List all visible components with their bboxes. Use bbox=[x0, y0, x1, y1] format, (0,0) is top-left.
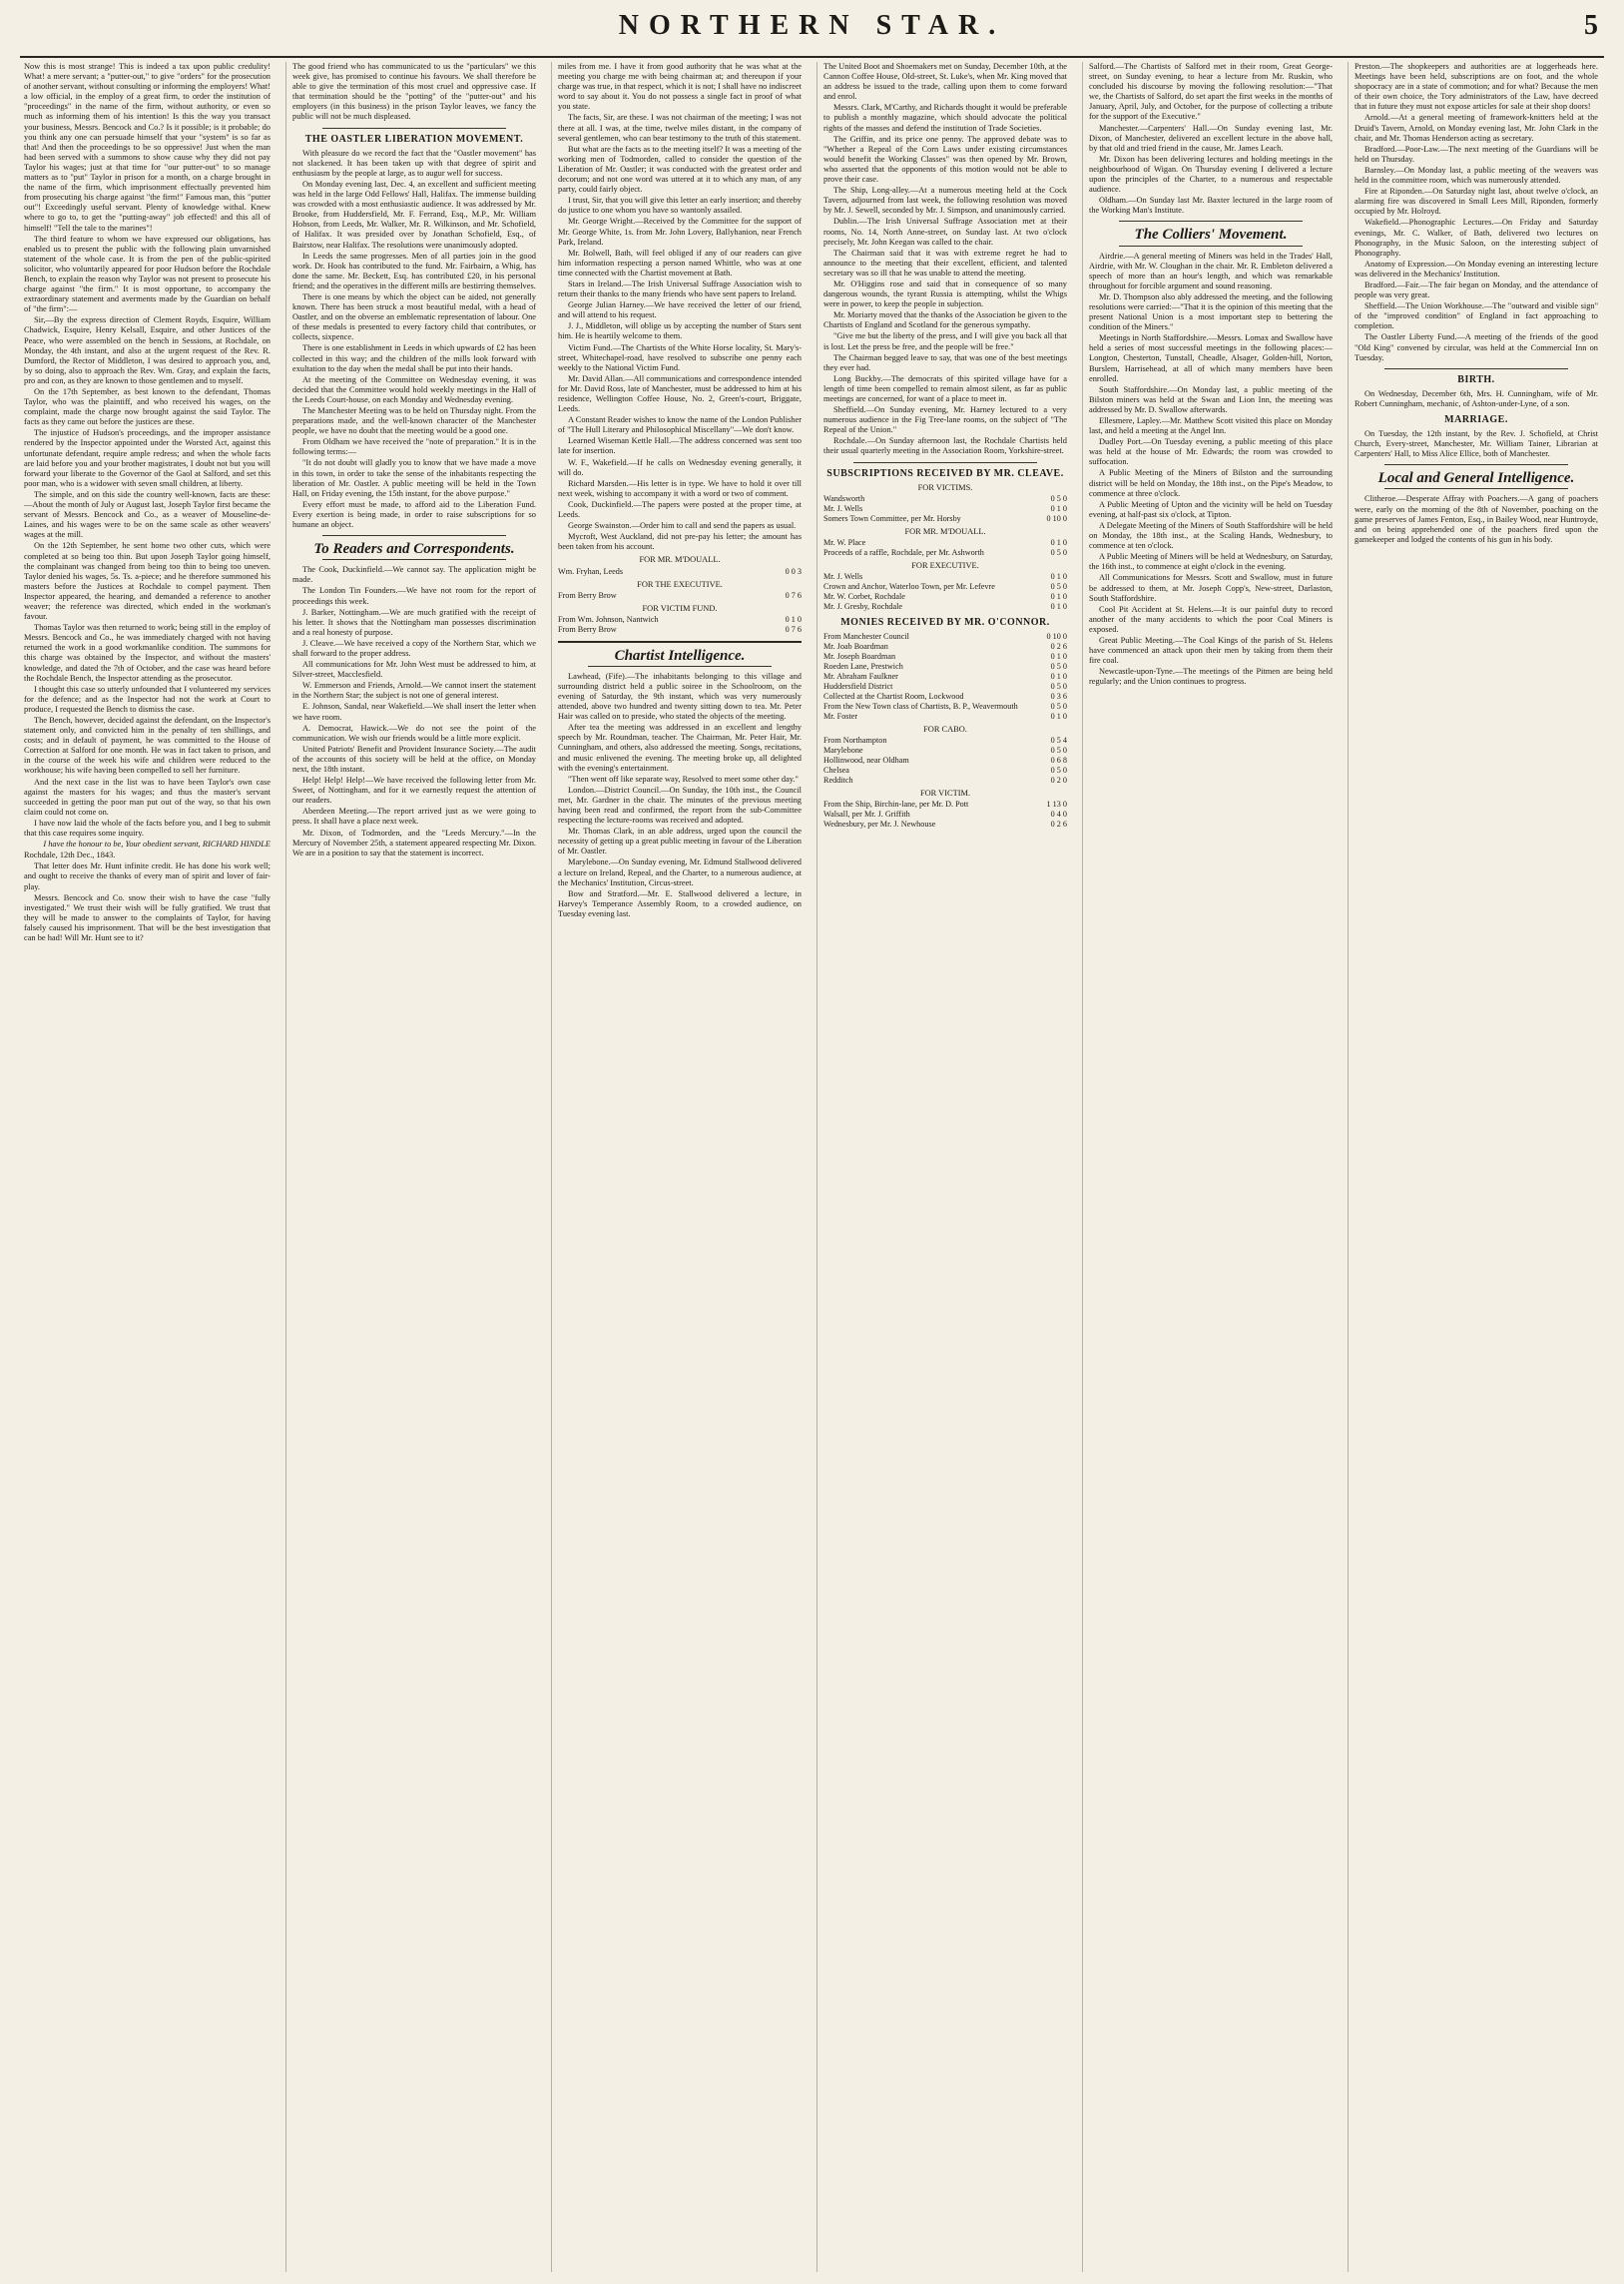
paragraph: Mr. Thomas Clark, in an able address, urged upon the council the necessity of getting up a great public meeting in favour of the Liberation of Mr. Oastler. bbox=[558, 827, 802, 856]
paragraph: There is one establishment in Leeds in which upwards of £2 has been collected in this way; and the children of the mills look forward with exultation to the day when the medal shall be put into their hands. bbox=[292, 343, 536, 373]
table-row bbox=[823, 582, 1067, 592]
sub-name: Mr. J. Gresby, Rochdale bbox=[823, 601, 903, 611]
sub-name: Mr. Foster bbox=[823, 712, 858, 722]
paragraph: The third feature to whom we have expressed our obligations, has enabled us to present the public with the following plain unvarnished statement of the whole case. It is from the pen of the public-spirited solicitor, who voluntarily appeared for poor Hudson before the Rochdale Bench, to explain the reason why Taylor was not present to prosecute his charge against "the firm." It is most opportune, to accompany the extraordinary statement and averments made by the Guardian on behalf of "the firm":— bbox=[24, 234, 271, 314]
section-heading: Local and General Intelligence. bbox=[1377, 470, 1575, 487]
subscription-table bbox=[823, 800, 1067, 830]
paragraph: Lawhead, (Fife).—The inhabitants belonging to this village and surrounding district held a public soiree in the Schoolroom, on the evening of Saturday, the 9th instant, which was very numerously attended, above two hundred and twenty sitting down to tea. Mr. Peter Hair was called on to preside, who stated the objects of the meeting. bbox=[558, 671, 802, 722]
letter-location: Rochdale, 12th Dec., 1843. bbox=[24, 851, 116, 860]
paragraph: That letter does Mr. Hunt infinite credit. He has done his work well; and ought to receive the thanks of every man of spirit and lover of fair-play. bbox=[24, 861, 271, 891]
sub-amount: 0 2 0 bbox=[1050, 776, 1067, 786]
table-row bbox=[823, 494, 1067, 504]
sub-amount: 0 5 0 bbox=[1050, 493, 1067, 503]
paragraph: On the 17th September, as best known to the defendant, Thomas Taylor, who was the plaintiff, and who received his wages, on the complaint, made the charge now brought against the said Taylor. The facts as they came out before the justices are these. bbox=[24, 387, 271, 427]
masthead bbox=[20, 0, 1604, 58]
sub-amount: 0 5 0 bbox=[1050, 682, 1067, 692]
paragraph: Mr. David Allan.—All communications and correspondence intended for Mr. David Ross, late of Manchester, must be addressed to him at his residence, Wellington Coffee House, No. 2, Green's-court, Briggate, Leeds. bbox=[558, 373, 802, 414]
sub-name: Walsall, per Mr. J. Griffith bbox=[823, 810, 910, 820]
section-heading: The Colliers' Movement. bbox=[1134, 227, 1288, 244]
sub-name: Mr. W. Place bbox=[823, 537, 866, 547]
sub-amount: 0 1 0 bbox=[1050, 503, 1067, 513]
table-row bbox=[823, 514, 1067, 524]
table-row bbox=[558, 625, 802, 635]
paragraph: W. Emmerson and Friends, Arnold.—We cannot insert the statement in the Northern Star; the subject is not one of general interest. bbox=[292, 681, 536, 701]
sub-amount: 0 1 0 bbox=[785, 614, 802, 624]
column-5 bbox=[1082, 62, 1337, 2272]
sub-amount: 0 10 0 bbox=[1046, 513, 1067, 523]
masthead-title: NORTHERN STAR. bbox=[618, 10, 1006, 41]
columns bbox=[20, 62, 1604, 2272]
paragraph: There is one means by which the object can be aided, not generally known. There has been struck a most beautiful medal, with a head of Oastler, and on the obverse an emblematic representation of labour. One of these medals is presented to every factory child that contributes, or collects, sixpence. bbox=[292, 291, 536, 342]
divider bbox=[322, 559, 506, 560]
paragraph: Mr. Moriarty moved that the thanks of the Association be given to the Chartists of England and Scotland for the generous sympathy. bbox=[823, 310, 1067, 330]
subscription-heading: FOR EXECUTIVE. bbox=[911, 560, 979, 570]
divider bbox=[322, 535, 506, 536]
paragraph: Salford.—The Chartists of Salford met in their room, Great George-street, on Sunday evening, to hear a lecture from Mr. Ruskin, who concluded his discourse by moving the following resolution:—"That we, the Chartists of Salford, do set apart the first weeks in the months of January, April, July, and October, for the purpose of collecting a tribute for the support of the Executive." bbox=[1089, 62, 1333, 122]
table-row bbox=[823, 672, 1067, 682]
sub-amount: 0 10 0 bbox=[1046, 632, 1067, 642]
paragraph: Bradford.—Fair.—The fair began on Monday, and the attendance of people was very great. bbox=[1354, 280, 1598, 300]
table-row bbox=[823, 538, 1067, 548]
table-row bbox=[823, 504, 1067, 514]
paragraph: Bow and Stratford.—Mr. E. Stallwood delivered a lecture, in Harvey's Temperance Assembly Room, to a crowded audience, on Tuesday evening last. bbox=[558, 888, 802, 918]
paragraph: Mr. D. Thompson also ably addressed the meeting, and the following resolutions were carried:—"That it is the opinion of this meeting that the present National Union is a most important step to bettering the condition of the Miners." bbox=[1089, 291, 1333, 332]
paragraph: George Swainston.—Order him to call and send the papers as usual. bbox=[568, 521, 797, 531]
sub-amount: 0 1 0 bbox=[1050, 712, 1067, 722]
column-4 bbox=[816, 62, 1071, 2272]
paragraph: Victim Fund.—The Chartists of the White Horse locality, St. Mary's-street, Whitechapel-road, have resolved to subscribe one penny each weekly to the National Victim Fund. bbox=[558, 342, 802, 372]
divider bbox=[1119, 221, 1303, 222]
paragraph: The good friend who has communicated to us the "particulars" we this week give, has promised to continue his favours. We shall therefore be able to give the termination of this most cruel and oppressive case. If that termination should be the "potting" of the "putter-out" and his employers (in this business) in the prison Taylor leaves, we fancy the public will not be much displeased. bbox=[292, 62, 536, 122]
paragraph: Fire at Riponden.—On Saturday night last, about twelve o'clock, an alarming fire was discovered in Small Lees Mill, Riponden, formerly occupied by Mr. Holroyd. bbox=[1354, 187, 1598, 217]
table-row bbox=[823, 652, 1067, 662]
paragraph: A Public Meeting of Miners will be held at Wednesbury, on Saturday, the 16th inst., to commence at eight o'clock in the evening. bbox=[1089, 552, 1333, 572]
paragraph: The London Tin Founders.—We have not room for the report of proceedings this week. bbox=[292, 586, 536, 606]
table-row bbox=[823, 692, 1067, 702]
paragraph: Bradford.—Poor-Law.—The next meeting of the Guardians will be held on Thursday. bbox=[1354, 144, 1598, 164]
table-row bbox=[823, 820, 1067, 830]
sub-amount: 0 2 6 bbox=[1050, 642, 1067, 652]
column-2 bbox=[285, 62, 540, 2272]
paragraph: Clitheroe.—Desperate Affray with Poachers.—A gang of poachers were, early on the morning of the 8th of November, poaching on the game preserves of James Fenton, Esq., in Bailey Wood, near Huntroyde, and on being apprehended one of the poachers fired upon the gamekeeper and lodged the contents of his gun in his body. bbox=[1354, 494, 1598, 544]
sub-name: From the Ship, Birchin-lane, per Mr. D. Pott bbox=[823, 800, 969, 810]
paragraph: Rochdale.—On Sunday afternoon last, the Rochdale Chartists held their usual quarterly meeting in the Association Room, Yorkshire-street. bbox=[823, 436, 1067, 456]
paragraph: From Oldham we have received the "note of preparation." It is in the following terms:— bbox=[292, 437, 536, 457]
sub-name: Mr. Abraham Faulkner bbox=[823, 672, 898, 682]
subscription-table bbox=[823, 632, 1067, 722]
table-row bbox=[823, 632, 1067, 642]
section-heading: BIRTH. bbox=[1457, 373, 1495, 385]
paragraph: Airdrie.—A general meeting of Miners was held in the Trades' Hall, Airdrie, with Mr. W. Cloughan in the chair. Mr. R. Embleton delivered a speech of more than an hour's length, and which was remarkable throughout for forcible argument and sound reasoning. bbox=[1089, 251, 1333, 290]
paragraph: J. Barker, Nottingham.—We are much gratified with the receipt of his letter. It shows that the Nottingham man possesses discrimination and a real honesty of purpose. bbox=[292, 607, 536, 637]
sub-amount: 0 1 0 bbox=[1050, 672, 1067, 682]
table-row bbox=[823, 572, 1067, 582]
sub-name: From the New Town class of Chartists, B. P., Weavermouth bbox=[823, 702, 1018, 712]
paragraph: Barnsley.—On Monday last, a public meeting of the weavers was held in the committee room, which was numerously attended. bbox=[1354, 165, 1598, 186]
sub-amount: 1 13 0 bbox=[1046, 800, 1067, 810]
sub-name: Mr. J. Wells bbox=[823, 503, 863, 513]
sub-name: Proceeds of a raffle, Rochdale, per Mr. Ashworth bbox=[823, 547, 984, 557]
sub-name: Crown and Anchor, Waterloo Town, per Mr. Lefevre bbox=[823, 581, 995, 591]
paragraph: Messrs. Bencock and Co. snow their wish to have the case "fully investigated." We trust their wish will be fully gratified. We trust that they will be made to answer to the complaints of Taylor, for having falsely caused his imprisonment. That will be the best investigation that can be had! Will Mr. Hunt see to it? bbox=[24, 892, 271, 942]
paragraph: On Wednesday, December 6th, Mrs. H. Cunningham, wife of Mr. Robert Cunningham, mechanic, of Ashton-under-Lyne, of a son. bbox=[1354, 388, 1598, 408]
table-row bbox=[823, 736, 1067, 746]
paragraph: Learned Wiseman Kettle Hall.—The address concerned was sent too late for insertion. bbox=[558, 436, 802, 456]
sub-amount: 0 6 8 bbox=[1050, 756, 1067, 766]
paragraph: A. Democrat, Hawick.—We do not see the point of the communication. We wish our friends would be a little more explicit. bbox=[292, 723, 536, 743]
paragraph: The Ship, Long-alley.—At a numerous meeting held at the Cock Tavern, adjourned from last week, the following resolution was moved by Mr. J. Sewell, seconded by Mr. J. Simpson, and unanimously carried. bbox=[823, 186, 1067, 216]
sub-amount: 0 5 0 bbox=[1050, 766, 1067, 776]
section-heading: THE OASTLER LIBERATION MOVEMENT. bbox=[304, 133, 524, 145]
paragraph: Dudley Port.—On Tuesday evening, a public meeting of this place was held at the house of Mr. Edwards; the room was crowded to suffocation. bbox=[1089, 437, 1333, 467]
sub-name: From Northampton bbox=[823, 736, 887, 746]
paragraph: The Oastler Liberty Fund.—A meeting of the friends of the good "Old King" convened by circular, was held at the Commercial Inn on Tuesday. bbox=[1354, 332, 1598, 362]
sub-name: Mr. W. Corbet, Rochdale bbox=[823, 591, 905, 601]
paragraph: Great Public Meeting.—The Coal Kings of the parish of St. Helens have commenced an attack upon their men by taking from them their fire coal. bbox=[1089, 635, 1333, 666]
paragraph: After tea the meeting was addressed in an excellent and lengthy speech by Mr. Roundman, teacher. The Chairman, Mr. Peter Hair, Mr. Cunningham, and others, also addressed the meeting. Songs, recitations, and music enlivened the evening. The meeting broke up, all delighted with the evening's entertainment. bbox=[558, 723, 802, 773]
sub-amount: 0 7 6 bbox=[785, 590, 802, 600]
divider bbox=[1384, 488, 1568, 489]
paragraph: E. Johnson, Sandal, near Wakefield.—We shall insert the letter when we have room. bbox=[292, 702, 536, 722]
section-heading: To Readers and Correspondents. bbox=[313, 541, 515, 558]
sub-name: Wm. Fryhan, Leeds bbox=[558, 566, 624, 576]
section-heading: MONIES RECEIVED BY MR. O'CONNOR. bbox=[840, 616, 1050, 628]
paragraph: A Delegate Meeting of the Miners of South Staffordshire will be held on Monday, the 18th inst., at the Scaling Hands, Wednesbury, to commence at ten o'clock. bbox=[1089, 520, 1333, 551]
paragraph: Marylebone.—On Sunday evening, Mr. Edmund Stallwood delivered a lecture on Ireland, Repeal, and the Charter, to a numerous audience, at the Mechanics' Institution, Circus-street. bbox=[558, 857, 802, 887]
table-row bbox=[823, 592, 1067, 602]
divider bbox=[322, 128, 506, 129]
paragraph: Messrs. Clark, M'Carthy, and Richards thought it would be preferable to publish a monthly magazine, which should advocate the political rights of the masses and defend the institution of Trade Societies. bbox=[823, 103, 1067, 133]
subscription-table bbox=[558, 615, 802, 635]
paragraph: London.—District Council.—On Sunday, the 10th inst., the Council met, Mr. Gardner in the chair. The minutes of the previous meeting having been read and confirmed, the report from the sub-Committee respecting the lecture-rooms was received and adopted. bbox=[558, 785, 802, 826]
sub-amount: 0 5 0 bbox=[1050, 662, 1067, 672]
sub-name: Mr. Joab Boardman bbox=[823, 642, 888, 652]
table-row bbox=[558, 567, 802, 577]
sub-name: Mr. Joseph Boardman bbox=[823, 652, 896, 662]
subscription-table bbox=[558, 567, 802, 577]
paragraph: miles from me. I have it from good authority that he was what at the meeting you charge me with being chairman at; and thereupon if your charge was true, in that respect, which it is not; I shall have no indiscreet word to say about it. You do not possess a single fact in proof of what you state. bbox=[558, 62, 802, 112]
table-row bbox=[823, 746, 1067, 756]
sub-amount: 0 1 0 bbox=[1050, 537, 1067, 547]
paragraph: Ellesmere, Lapley.—Mr. Matthew Scott visited this place on Monday last, and held a meeting at the Angel Inn. bbox=[1089, 416, 1333, 436]
section-heading: SUBSCRIPTIONS RECEIVED BY MR. CLEAVE. bbox=[826, 467, 1064, 479]
sub-name: From Wm. Johnson, Nantwich bbox=[558, 614, 659, 624]
paragraph: Every effort must be made, to afford aid to the Liberation Fund. Every exertion is being made, in order to raise subscriptions for so humane an object. bbox=[292, 499, 536, 530]
page-number: 5 bbox=[1584, 10, 1598, 41]
table-row bbox=[823, 548, 1067, 558]
table-row bbox=[823, 662, 1067, 672]
sub-name: From Berry Brow bbox=[558, 624, 617, 634]
paragraph: On the 12th September, he sent home two other cuts, which were completed at so being too thin. But upon Joseph Taylor going himself, the complainant was changed from being too thin to being too uneven. Taylor denied his wages, 5s. Ts. a-piece; and he therefore summoned his masters before the Justices at Rochdale to compel payment. Then Inspector appeared, the hearing, and demanded a reference to another weaver; the reference was directed, which ended in the workman's favour. bbox=[24, 541, 271, 622]
paragraph: All communications for Mr. John West must be addressed to him, at Silver-street, Macclesfield. bbox=[292, 660, 536, 680]
sub-name: Chelsea bbox=[823, 766, 849, 776]
paragraph: J. Cleave.—We have received a copy of the Northern Star, which we shall forward to the proper address. bbox=[292, 638, 536, 658]
sub-amount: 0 2 6 bbox=[1050, 820, 1067, 830]
paragraph: Mycroft, West Auckland, did not pre-pay his letter; the amount has been taken from his account. bbox=[558, 532, 802, 552]
section-heading: Chartist Intelligence. bbox=[614, 647, 746, 664]
paragraph: J. J., Middleton, will oblige us by accepting the number of Stars sent him. He is heartily welcome to them. bbox=[558, 321, 802, 341]
divider bbox=[1119, 246, 1303, 247]
sub-amount: 0 7 6 bbox=[785, 624, 802, 634]
paragraph: Help! Help! Help!—We have received the following letter from Mr. Sweet, of Nottingham, and for it we earnestly request the attention of our readers. bbox=[292, 776, 536, 806]
sub-amount: 0 1 0 bbox=[1050, 652, 1067, 662]
sub-amount: 0 1 0 bbox=[1050, 571, 1067, 581]
paragraph: The United Boot and Shoemakers met on Sunday, December 10th, at the Cannon Coffee House, Old-street, St. Luke's, when Mr. King moved that an address be issued to the trade, calling upon them to come forward and enrol. bbox=[823, 62, 1067, 102]
subscription-heading: FOR VICTIM. bbox=[919, 789, 971, 799]
paragraph: Arnold.—At a general meeting of framework-knitters held at the Druid's Tavern, Arnold, on Monday evening last, Mr. John Clark in the chair, and Mr. Thomas Henderson acting as secretary. bbox=[1354, 113, 1598, 143]
paragraph: "Give me but the liberty of the press, and I will give you back all that is lost. Let the press be free, and the people will be free." bbox=[823, 331, 1067, 351]
paragraph: Long Buckby.—The democrats of this spirited village have for a length of time been compelled to remain almost silent, as far as public meetings are concerned, for want of a place to meet in. bbox=[823, 373, 1067, 403]
paragraph: Sheffield.—The Union Workhouse.—The "outward and visible sign" of the "improved condition" of England in fact approaching to completion. bbox=[1354, 301, 1598, 331]
paragraph: On Tuesday, the 12th instant, by the Rev. J. Schofield, at Christ Church, Every-street, Manchester, Mr. William Tainer, Librarian at Carpenters' Hall, to Miss Alice Ellice, both of Manchester. bbox=[1354, 429, 1598, 459]
sub-name: Wandsworth bbox=[823, 493, 865, 503]
sub-amount: 0 0 3 bbox=[785, 566, 802, 576]
table-row bbox=[823, 712, 1067, 722]
paragraph: Preston.—The shopkeepers and authorities are at loggerheads here. Meetings have been held, subscriptions are on foot, and the whole shopocracy are in a state of commotion; and for what? Because the men of their own choice, the Tory administrators of the Law, have decreed that in future they must not expose articles for sale at their shop doors! bbox=[1354, 62, 1598, 112]
table-row bbox=[558, 591, 802, 601]
divider bbox=[853, 462, 1037, 463]
table-row bbox=[823, 800, 1067, 810]
sub-name: Hollinwood, near Oldham bbox=[823, 756, 909, 766]
paragraph: Dublin.—The Irish Universal Suffrage Association met at their rooms, No. 14, North Anne-street, on Sunday last. At two o'clock precisely, Mr. John Keegan was called to the chair. bbox=[823, 217, 1067, 247]
paragraph: Mr. Bolwell, Bath, will feel obliged if any of our readers can give him information respecting a person named Whittle, who was at one time connected with the Chartist movement at Bath. bbox=[558, 248, 802, 278]
sub-name: Collected at the Chartist Room, Lockwood bbox=[823, 692, 964, 702]
paragraph: With pleasure do we record the fact that the "Oastler movement" has not slackened. It has been taken up with that degree of spirit and enthusiasm by the people at large, as to augur well for success. bbox=[292, 148, 536, 178]
paragraph: United Patriots' Benefit and Provident Insurance Society.—The audit of the accounts of this society will be held at the office, on Monday next, the 18th instant. bbox=[292, 744, 536, 774]
sub-name: From Manchester Council bbox=[823, 632, 909, 642]
subscription-heading: FOR THE EXECUTIVE. bbox=[637, 579, 723, 589]
subscription-table bbox=[823, 538, 1067, 558]
paragraph: All Communications for Messrs. Scott and Swallow, must in future be addressed to them, at Mr. Joseph Copp's, New-street, Darlaston, South Staffordshire. bbox=[1089, 573, 1333, 603]
divider bbox=[1384, 368, 1568, 369]
paragraph: Now this is most strange! This is indeed a tax upon public credulity! What! a mere servant; a "putter-out," to give "orders" for the prosecution of another servant, without consulting or informing the employers! What! a low official, in the employ of a great firm, to order the institution of "proceedings" in the name of the firm, without authority, or even so much as informing them of his intention! Is this the way you transact your business, Messrs. Bencock and Co.? Is it possible; is it probable; do you think any one can persuade himself that your "system" is so far as that! And then the proceedings to be so oppressive! Just when the man had been served with a summons to show cause why they did not pay Taylor his wages; just at that time for "our putter-out" to so manage matters as to "put" Taylor in prison for a month, on a charge brought in the name of the firm, which imprisonment effectually prevented him from prosecuting his charge against "the firm!" Famous man, this "putter out"! Exceedingly useful servant. Plenty of knowledge withal. Knew where to go to, to get the "putting-away" job effected! and this all of himself! "Tell the tale to the marines"! bbox=[24, 62, 271, 233]
paragraph: Stars in Ireland.—The Irish Universal Suffrage Association wish to return their thanks to the many friends who have sent papers to Ireland. bbox=[558, 279, 802, 299]
sub-amount: 0 5 0 bbox=[1050, 547, 1067, 557]
paragraph: George Julian Harney.—We have received the letter of our friend, and will attend to his request. bbox=[558, 300, 802, 320]
sub-amount: 0 1 0 bbox=[1050, 591, 1067, 601]
paragraph: Cool Pit Accident at St. Helens.—It is our painful duty to record another of the many accidents to which the poor Coal Miners is exposed. bbox=[1089, 604, 1333, 634]
subscription-table bbox=[558, 591, 802, 601]
paragraph: Mr. O'Higgins rose and said that in consequence of so many dangerous wounds, the tyrant Russia is attempting, whilst the Whigs were in power, to keep the people in subjection. bbox=[823, 279, 1067, 309]
paragraph: Cook, Duckinfield.—The papers were posted at the proper time, at Leeds. bbox=[558, 499, 802, 520]
paragraph: Mr. Dixon, of Todmorden, and the "Leeds Mercury."—In the Mercury of November 25th, a statement appeared respecting Mr. Dixon. We are in a position to say that the statement is incorrect. bbox=[292, 828, 536, 857]
subscription-heading: FOR MR. M'DOUALL. bbox=[904, 526, 986, 536]
paragraph: The facts, Sir, are these. I was not chairman of the meeting; I was not there at all. I was, at the time, twelve miles distant, in the company of several gentlemen, who can bear testimony to the truth of this statement. bbox=[558, 113, 802, 143]
paragraph: Meetings in North Staffordshire.—Messrs. Lomax and Swallow have held a series of most successful meetings in the following places:—Longton, Chesterton, Tunstall, Cheadle, Alsager, Golden-hill, Norton, Burslem, Harrisehead, at all of which many members have been enrolled. bbox=[1089, 333, 1333, 383]
sub-amount: 0 5 4 bbox=[1050, 736, 1067, 746]
table-row bbox=[823, 756, 1067, 766]
paragraph: Thomas Taylor was then returned to work; being still in the employ of Messrs. Bencock and Co., he was immediately charged with not having returned the work in a good workmanlike condition. The summons for this charge was obtained by the Inspector, and without the masters' knowledge, and dated the 7th of October, and the case was heard before the Rochdale Bench, the Inspector attending as the prosecutor. bbox=[24, 623, 271, 683]
paragraph: Mr. Dixon has been delivering lectures and holding meetings in the neighbourhood of Wigan. On Thursday evening I delivered a lecture upon the principles of the Charter, to a numerous and respectable audience. bbox=[1089, 154, 1333, 195]
paragraph: Sir,—By the express direction of Clement Royds, Esquire, William Chadwick, Esquire, Henry Kelsall, Esquire, and other Justices of the Peace, who were assembled on the bench in Sessions, at Rochdale, on Monday, the 4th instant, and also at the urgent request of the Rev. R. Dumford, the Rector of Middleton, I was desired to approach you, and, by so doing, also to approach the Rev. Wm. Gray, and explain the facts, pro and con, as they are known to those gentlemen and to myself. bbox=[24, 315, 271, 385]
paragraph: Richard Marsden.—His letter is in type. We have to hold it over till next week, wishing to accompany it with a word or two of comment. bbox=[558, 478, 802, 498]
paragraph: Mr. George Wright.—Received by the Committee for the support of Mr. George White, 1s. from Mr. John Lovery, Ballyhanion, near French Park, Ireland. bbox=[558, 217, 802, 247]
table-row bbox=[823, 776, 1067, 786]
sub-name: Wednesbury, per Mr. J. Newhouse bbox=[823, 820, 936, 830]
paragraph: Manchester.—Carpenters' Hall.—On Sunday evening last, Mr. Dixon, of Manchester, delivered an excellent lecture in the above hall, by that old and tried friend in the cause, Mr. James Leach. bbox=[1089, 123, 1333, 153]
paragraph: On Monday evening last, Dec. 4, an excellent and sufficient meeting was held in the large Odd Fellows' Hall, Halifax. The immense building was crowded with a most enthusiastic audience. It was addressed by Mr. Brooke, from Huddersfield, Mr. F. Ferrand, Esq., M.P., Mr. William Hobson, from Leeds, Mr. Walker, Mr. R. Wilkinson, and Mr. Schofield, of Halifax. It was presided over by Jonathan Schofield, Esq., of Bairstow, near Halifax. The resolutions were unanimously adopted. bbox=[292, 179, 536, 250]
subscription-table bbox=[823, 736, 1067, 786]
subscription-heading: FOR CABO. bbox=[923, 725, 967, 735]
paragraph: Aberdeen Meeting.—The report arrived just as we were going to press. It shall have a place next week. bbox=[292, 807, 536, 827]
paragraph: A Public Meeting of the Miners of Bilston and the surrounding district will be held on Monday, the 18th inst., on the Pipe's Meadow, to commence at three o'clock. bbox=[1089, 468, 1333, 498]
paragraph: I trust, Sir, that you will give this letter an early insertion; and thereby do justice to one whom you have so wantonly assailed. bbox=[558, 196, 802, 216]
sub-name: Huddersfield District bbox=[823, 682, 893, 692]
paragraph: And the next case in the list was to have been Taylor's own case against the masters for his wages; and thus the master's servant succeeded in getting the poor man put out of the way, so that his own claim could not come on. bbox=[24, 777, 271, 817]
subscription-heading: FOR MR. M'DOUALL. bbox=[639, 555, 721, 565]
sub-name: Roeden Lane, Prestwich bbox=[823, 662, 903, 672]
paragraph: Newcastle-upon-Tyne.—The meetings of the Pitmen are being held regularly; and the Union continues to progress. bbox=[1089, 667, 1333, 687]
table-row bbox=[823, 766, 1067, 776]
subscription-table bbox=[823, 494, 1067, 524]
paragraph: "It do not doubt will gladly you to know that we have made a move in this town, in order to take the sense of the inhabitants respecting the liberation of Mr. Oastler. A public meeting will be held in the Town Hall, on Friday evening, the 15th instant, for the above purpose." bbox=[292, 458, 536, 498]
sub-name: From Berry Brow bbox=[558, 590, 617, 600]
subscription-heading: FOR VICTIMS. bbox=[917, 482, 973, 492]
sub-amount: 0 3 6 bbox=[1050, 692, 1067, 702]
sub-name: Marylebone bbox=[823, 746, 863, 756]
divider bbox=[588, 666, 772, 667]
sub-amount: 0 1 0 bbox=[1050, 601, 1067, 611]
paragraph: Wakefield.—Phonographic Lectures.—On Friday and Saturday evenings, Mr. C. Walker, of Bath, delivered two lectures on Phonography, in the Music Saloon, on the interesting subject of Phonography. bbox=[1354, 218, 1598, 258]
paragraph: Anatomy of Expression.—On Monday evening an interesting lecture was delivered in the Mechanics' Institution. bbox=[1354, 259, 1598, 279]
sub-amount: 0 5 0 bbox=[1050, 702, 1067, 712]
table-row bbox=[823, 642, 1067, 652]
paragraph: I thought this case so utterly unfounded that I volunteered my services for the defence; and as the Inspector had not the work at Court to produce, I requested the Bench to dismiss the case. bbox=[24, 684, 271, 714]
paragraph: But what are the facts as to the meeting itself? It was a meeting of the working men of Todmorden, called to consider the question of the Liberation of Mr. Oastler; it was conducted with the greatest order and decorum; and not one word was uttered at it to which any man, of any party, could fairly object. bbox=[558, 144, 802, 195]
table-row bbox=[823, 682, 1067, 692]
paragraph: The Chairman begged leave to say, that was one of the best meetings they ever had. bbox=[823, 352, 1067, 372]
column-6 bbox=[1348, 62, 1602, 2272]
paragraph: South Staffordshire.—On Monday last, a public meeting of the Bilston miners was held at the Swan and Lion Inn, the meeting was addressed by Mr. D. Swallow afterwards. bbox=[1089, 384, 1333, 414]
subscription-heading: FOR VICTIM FUND. bbox=[642, 603, 718, 613]
paragraph: "Then went off like separate way, Resolved to meet some other day." bbox=[568, 774, 799, 784]
sub-name: Mr. J. Wells bbox=[823, 571, 863, 581]
sub-name: Somers Town Committee, per Mr. Horsby bbox=[823, 513, 961, 523]
column-3 bbox=[551, 62, 806, 2272]
paragraph: A Public Meeting of Upton and the vicinity will be held on Tuesday evening, at half-past six o'clock, at Tipton. bbox=[1089, 499, 1333, 519]
paragraph: W. F., Wakefield.—If he calls on Wednesday evening generally, it will do. bbox=[558, 457, 802, 477]
subscription-table bbox=[823, 572, 1067, 612]
paragraph: A Constant Reader wishes to know the name of the London Publisher of "The Hull Literary and Philosophical Miscellany"—We don't know. bbox=[558, 415, 802, 435]
paragraph: The Chairman said that it was with extreme regret he had to announce to the meeting that their excellent, efficient, and talented secretary was so ill that he was unable to attend the meeting. bbox=[823, 248, 1067, 278]
paragraph: The Bench, however, decided against the defendant, on the Inspector's statement only, and convicted him in the penalty of ten shillings, and costs; and in default of payment, he was committed to the House of Correction at Salford for one month. He was in fact taken to prison, and in the course of the week his wife and children were reduced to the workhouse; his wife having been compelled to sell her furniture. bbox=[24, 716, 271, 776]
paragraph: The Cook, Duckinfield.—We cannot say. The application might be made. bbox=[292, 565, 536, 585]
sub-amount: 0 5 0 bbox=[1050, 581, 1067, 591]
divider bbox=[1384, 464, 1568, 465]
paragraph: In Leeds the same progresses. Men of all parties join in the good work. Dr. Hook has contributed to the fund. Mr. Fairbairn, a Whig, has done the same. Mr. Beckett, Esq. has contributed £20, in his personal friend; and the operatives in the different mills are bestirring themselves. bbox=[292, 251, 536, 290]
section-heading: MARRIAGE. bbox=[1444, 414, 1508, 425]
paragraph: Sheffield.—On Sunday evening, Mr. Harney lectured to a very numerous audience in the Fig Tree-lane rooms, on the subject of "The Repeal of the Union." bbox=[823, 405, 1067, 435]
paragraph: I have now laid the whole of the facts before you, and I beg to submit that this case requires some inquiry. bbox=[24, 818, 271, 839]
letter-signature: I have the honour to be, Your obedient servant, RICHARD HINDLE bbox=[43, 840, 271, 850]
table-row bbox=[823, 602, 1067, 612]
sub-amount: 0 5 0 bbox=[1050, 746, 1067, 756]
paragraph: The simple, and on this side the country well-known, facts are these:—About the month of July or August last, Joseph Taylor first became the servant of Messrs. Bencock and Co., as a weaver of Mouseline-de-Laines, and his wages were to be on the same scale as other weavers' wages at the mill. bbox=[24, 489, 271, 540]
paragraph: Oldham.—On Sunday last Mr. Baxter lectured in the large room of the Working Man's Institute. bbox=[1089, 196, 1333, 216]
table-row bbox=[823, 702, 1067, 712]
sub-name: Redditch bbox=[823, 776, 853, 786]
table-row bbox=[823, 810, 1067, 820]
paragraph: At the meeting of the Committee on Wednesday evening, it was decided that the Committee would hold weekly meetings in the Hall of the Leeds Court-house, on each Monday and Wednesday evening. bbox=[292, 374, 536, 404]
sub-amount: 0 4 0 bbox=[1050, 810, 1067, 820]
column-1 bbox=[20, 62, 274, 2272]
table-row bbox=[558, 615, 802, 625]
paragraph: The injustice of Hudson's proceedings, and the improper assistance rendered by the Inspector appointed under the Worsted Act, against this unfortunate defendant, require ample redress; and when the whole facts are laid before you and your brother magistrates, I doubt not but you will forward your liberate to the Governor of the Gaol at Salford, and set this poor man, who is a widower with seven small children, at liberty. bbox=[24, 428, 271, 488]
divider bbox=[558, 641, 802, 643]
paragraph: The Manchester Meeting was to be held on Thursday night. From the preparations made, and the well-known character of the Manchester people, we have no doubt that the meeting would be a good one. bbox=[292, 406, 536, 436]
paragraph: The Griffin, and its price one penny. The approved debate was to "Whether a Repeal of the Corn Laws under existing circumstances would benefit the Working Classes" was then opened by Mr. Brown, who asserted that the opponents of this motion would not be able to prove their case. bbox=[823, 134, 1067, 185]
